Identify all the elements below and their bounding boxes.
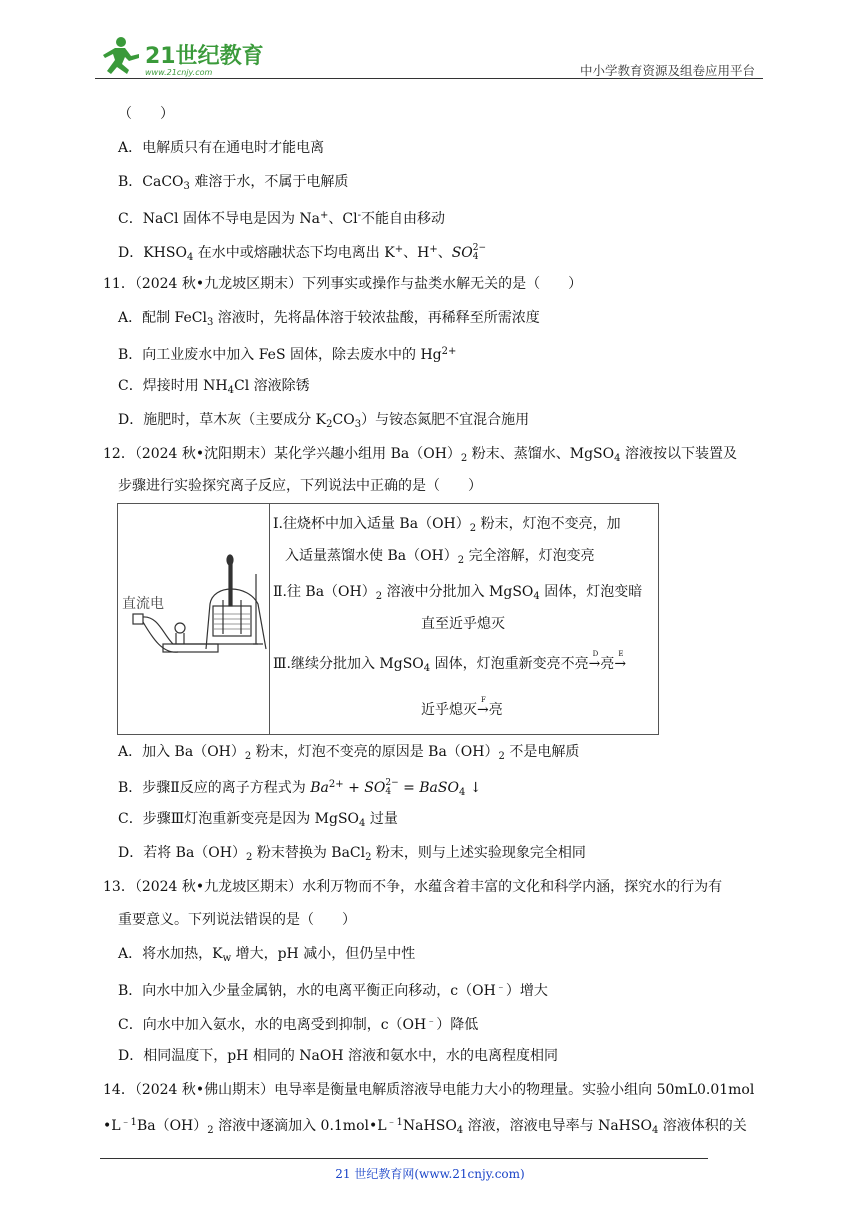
q12-stem-line2: 步骤进行实验探究离子反应，下列说法中正确的是（ ） bbox=[118, 478, 482, 494]
q11-option-c: C．焊接时用 $NH_4Cl$ 溶液除锈 bbox=[118, 378, 310, 396]
table-divider bbox=[269, 504, 270, 734]
q10-option-c: C．NaCl 固体不导电是因为 Na+、Cl-不能自由移动 bbox=[118, 210, 445, 227]
q11-option-d: D．施肥时，草木灰（主要成分 $K_2CO_3$）与铵态氮肥不宜混合施用 bbox=[118, 412, 530, 430]
q13-option-c: C．向水中加入氨水，水的电离受到抑制，c（OH﹣）降低 bbox=[118, 1016, 479, 1033]
step1-line1: Ⅰ.往烧杯中加入适量 $Ba(OH)_2$ 粉末，灯泡不变亮，加 bbox=[273, 516, 621, 534]
experiment-table bbox=[117, 503, 659, 735]
q14-stem-line1: 14．（2024 秋•佛山期末）电导率是衡量电解质溶液导电能力大小的物理量。实验小组向 50mL0.01mol bbox=[103, 1082, 755, 1098]
footer-divider bbox=[100, 1158, 708, 1159]
brand-url: www.21cnjy.com bbox=[145, 68, 213, 77]
q13-option-b: B．向水中加入少量金属钠，水的电离平衡正向移动，c（OH﹣）增大 bbox=[118, 982, 548, 999]
page-header bbox=[0, 0, 860, 80]
dc-power-label: 直流电 bbox=[122, 596, 164, 612]
q13-option-d: D．相同温度下，pH 相同的 NaOH 溶液和氨水中，水的电离程度相同 bbox=[118, 1048, 559, 1064]
q12-option-c: C．步骤Ⅲ灯泡重新变亮是因为 MgSO$_4$ 过量 bbox=[118, 811, 398, 829]
platform-title: 中小学教育资源及组卷应用平台 bbox=[579, 63, 755, 78]
footer-link[interactable]: 21 世纪教育网(www.21cnjy.com) bbox=[335, 1167, 525, 1181]
q11-stem: 11．（2024 秋•九龙坡区期末）下列事实或操作与盐类水解无关的是（ ） bbox=[103, 276, 583, 292]
q13-stem-line1: 13．（2024 秋•九龙坡区期末）水利万物而不争，水蕴含着丰富的文化和科学内涵，探究水的行为有 bbox=[103, 879, 723, 895]
q13-option-a: A．将水加热，$K_w$ 增大，pH 减小，但仍呈中性 bbox=[118, 946, 416, 964]
q12-stem-line1: 12．（2024 秋•沈阳期末）某化学兴趣小组用 $Ba(OH)_2$ 粉末、蒸馏水、MgSO$_4$ 溶液按以下装置及 bbox=[103, 446, 737, 464]
q12-option-d: D．若将 $Ba(OH)_2$ 粉末替换为 BaCl$_2$ 粉末，则与上述实验现象完全相同 bbox=[118, 845, 586, 863]
q12-option-a: A．加入 $Ba(OH)_2$ 粉末，灯泡不变亮的原因是 $Ba(OH)_2$ 不是电解质 bbox=[118, 744, 580, 762]
apparatus-figure bbox=[118, 504, 269, 734]
q12-option-b: B．步骤Ⅱ反应的离子方程式为 $Ba^{2+}$ + SO 2− 4 = BaSO$_4$ ↓ bbox=[118, 778, 482, 798]
q10-option-d: D．$KHSO_4$ 在水中或熔融状态下均电离出 K+、H+、SO 2− 4 bbox=[118, 243, 487, 263]
q13-stem-line2: 重要意义。下列说法错误的是（ ） bbox=[118, 912, 356, 928]
step3-line1: Ⅲ.继续分批加入 MgSO$_4$ 固体，灯泡重新变亮不亮→ D 亮→ E bbox=[273, 650, 627, 674]
brand-name: 21世纪教育 bbox=[145, 44, 264, 69]
runner-icon bbox=[103, 37, 139, 74]
q10-option-a: A．电解质只有在通电时才能电离 bbox=[118, 140, 325, 156]
step2-line1: Ⅱ.往 $Ba(OH)_2$ 溶液中分批加入 MgSO$_4$ 固体，灯泡变暗 bbox=[273, 584, 643, 602]
q10-option-b: B．CaCO$_3$ 难溶于水，不属于电解质 bbox=[118, 174, 349, 192]
step1-line2: 入适量蒸馏水使 $Ba(OH)_2$ 完全溶解，灯泡变亮 bbox=[285, 548, 595, 566]
header-divider bbox=[95, 78, 763, 79]
q14-stem-line2: $•L^{﹣1}Ba(OH)_2$ 溶液中逐滴加入 $0.1mol•L^{﹣1}NaHSO_4$ 溶液，溶液电导率与 NaHSO$_4$ 溶液体积的关 bbox=[103, 1117, 747, 1136]
site-logo bbox=[95, 30, 265, 80]
q11-option-b: B．向工业废水中加入 FeS 固体，除去废水中的 $Hg^{2+}$ bbox=[118, 346, 457, 363]
step2-line2: 直至近乎熄灭 bbox=[421, 616, 505, 632]
q10-paren: （ ） bbox=[118, 106, 174, 122]
q11-option-a: A．配制 FeCl$_3$ 溶液时，先将晶体溶于较浓盐酸，再稀释至所需浓度 bbox=[118, 310, 540, 328]
step3-line2: 近乎熄灭→ F 亮 bbox=[421, 696, 503, 718]
